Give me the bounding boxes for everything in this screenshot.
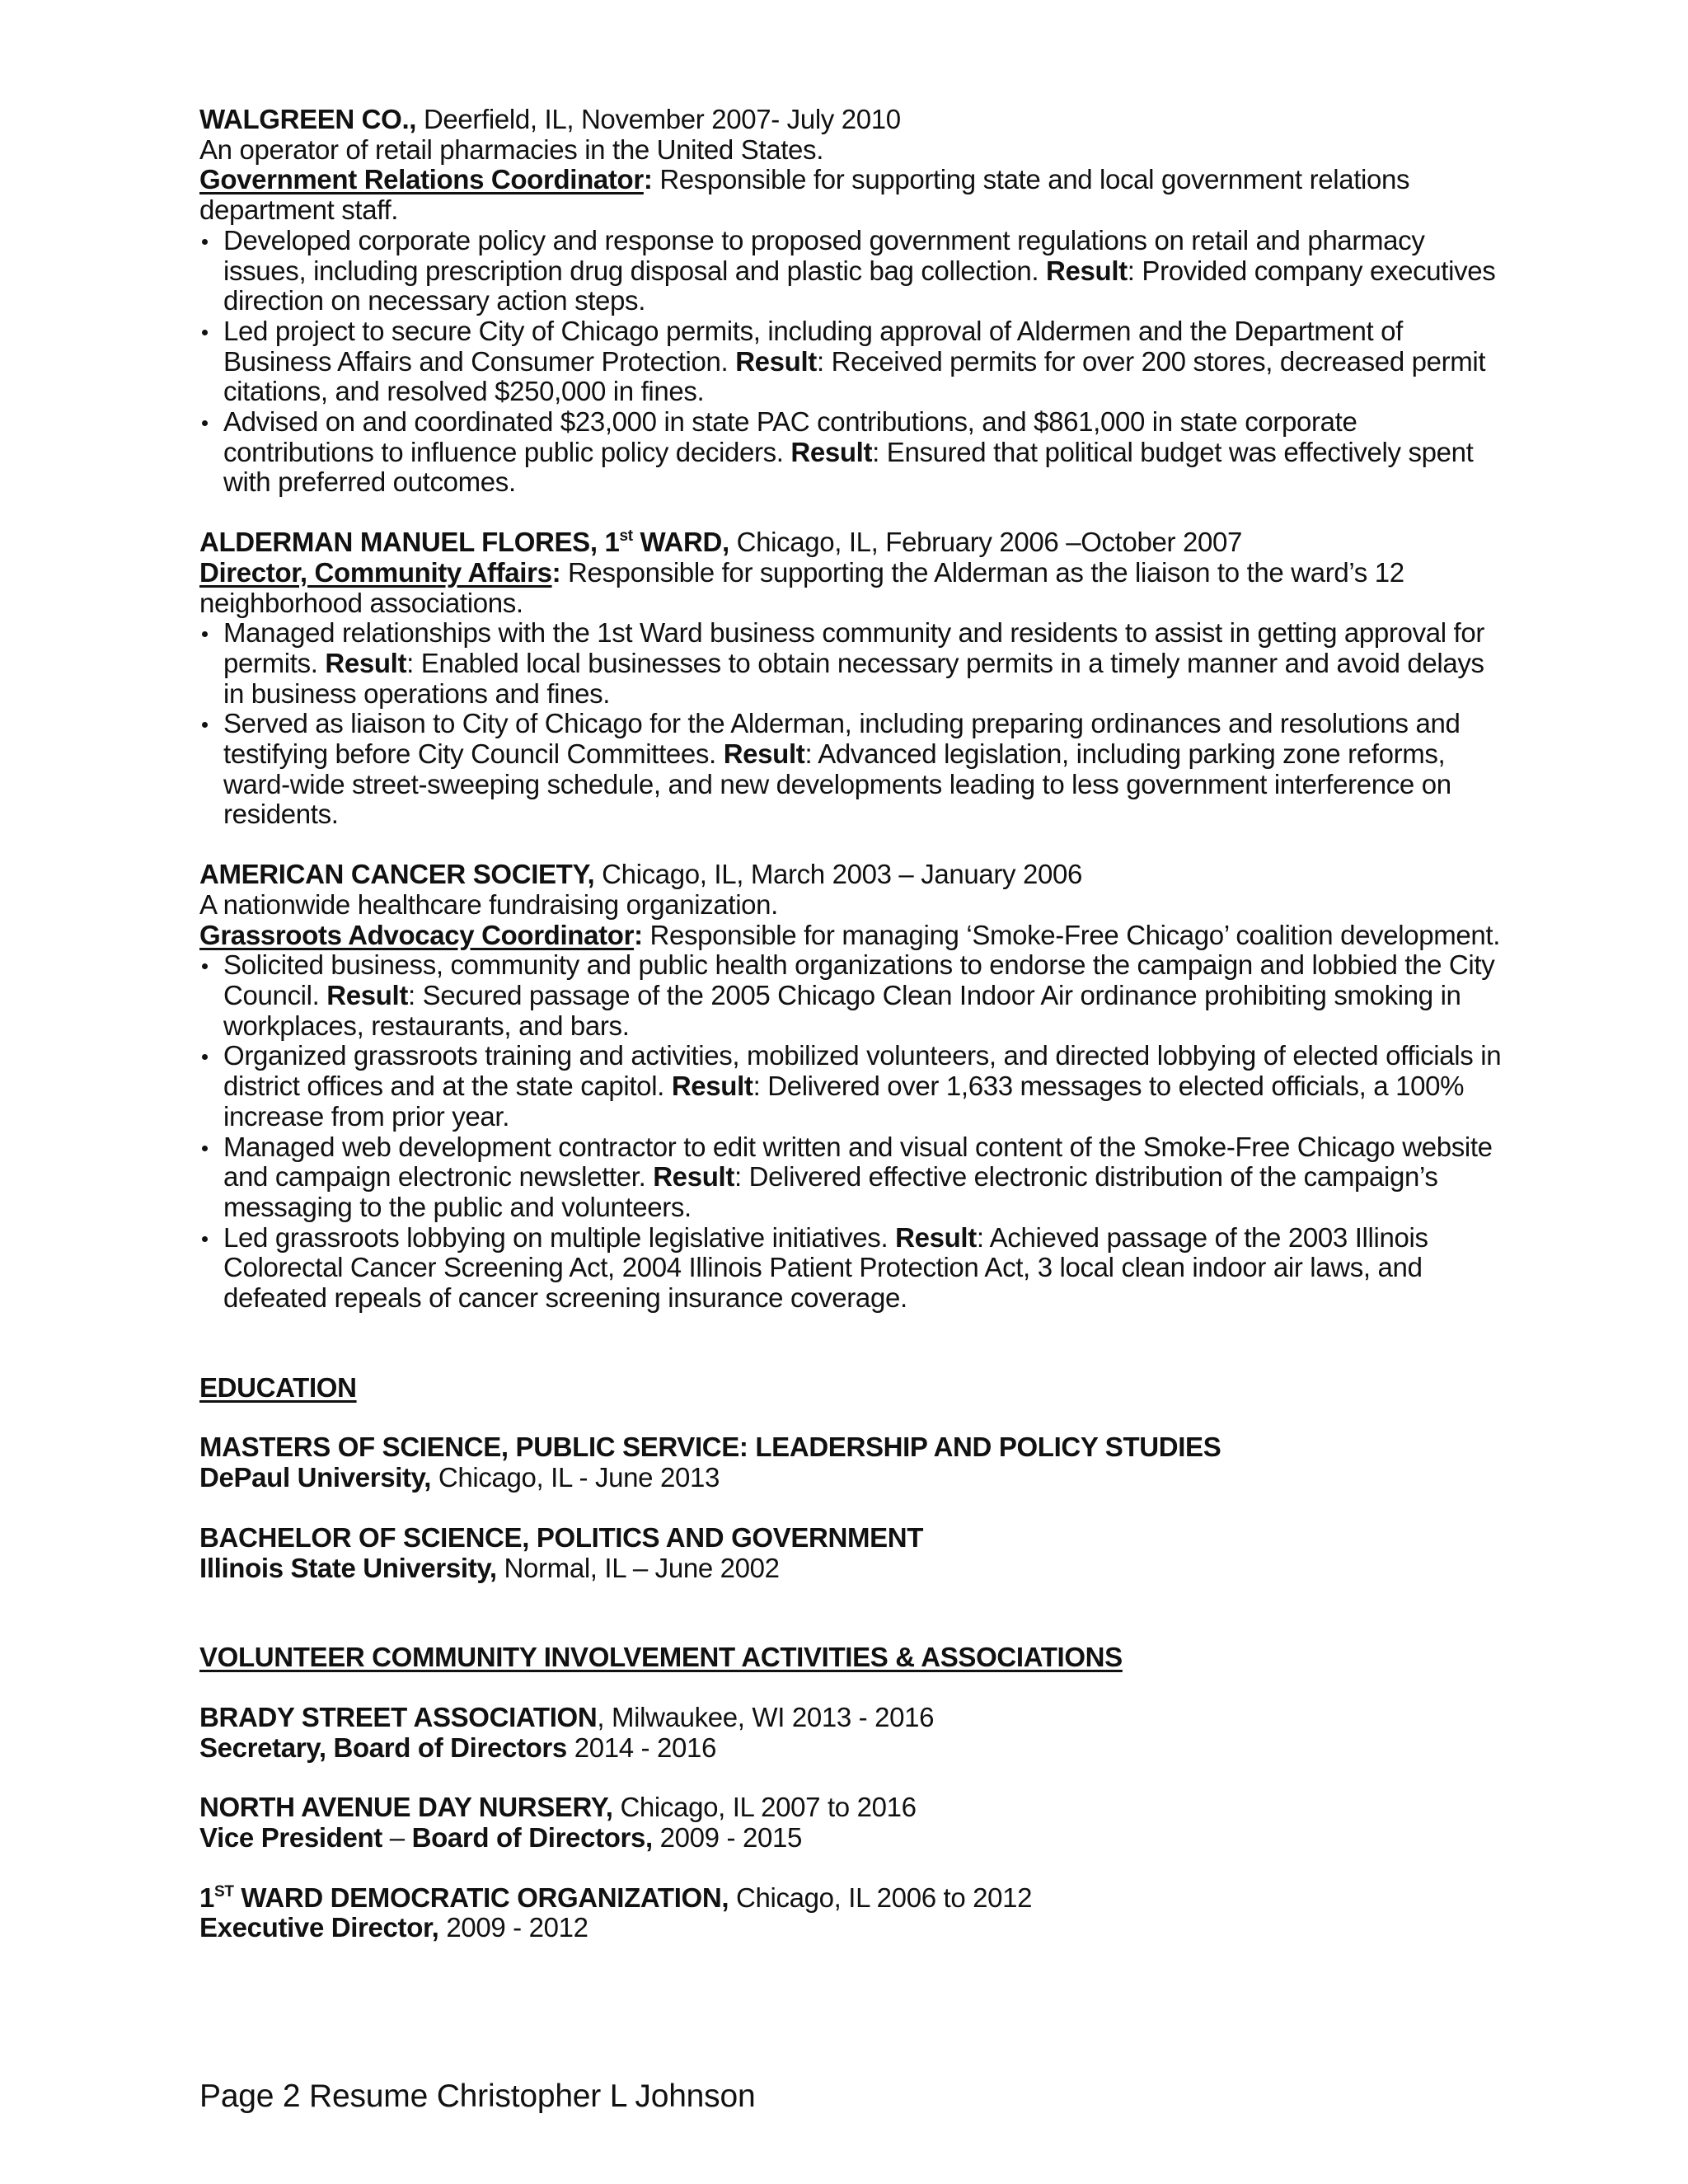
volunteer-org-details: Chicago, IL 2006 to 2012 [729, 1882, 1033, 1913]
bullet-item [199, 618, 1502, 709]
result-text: : Achieved passage of the 2003 Illinois Colorectal Cancer Screening Act, 2004 Illinois Patient Protection Act, 3 local clean indoor air laws, and defeated repeals of cancer screening insurance coverage. [223, 1221, 1428, 1314]
job-title: Grassroots Advocacy Coordinator [199, 919, 635, 950]
bullet-text: Served as liaison to City of Chicago for the Alderman, including preparing ordinances and resolutions and testifying before City Council Committees. [223, 708, 1461, 770]
school-details: Normal, IL – June 2002 [496, 1552, 780, 1583]
volunteer-role: Vice President [199, 1822, 382, 1854]
school-name: DePaul University, [199, 1462, 432, 1493]
degree-school-line [199, 1463, 1502, 1493]
bullet-item [199, 1041, 1502, 1132]
result-label: Result [325, 647, 407, 678]
job-summary: Responsible for supporting state and local government relations department staff. [199, 164, 1410, 226]
bullet-item [199, 226, 1502, 316]
section-heading [199, 1373, 1502, 1404]
job-location-dates: Chicago, IL, February 2006 –October 2007 [729, 527, 1242, 558]
resume-content [199, 105, 1502, 1943]
ordinal-suffix: st [619, 527, 633, 546]
spacer [199, 1673, 1502, 1703]
role-separator: – [382, 1822, 412, 1854]
job-bullets [199, 618, 1502, 830]
job-bullets [199, 950, 1502, 1313]
result-text: : Received permits for over 200 stores, decreased permit citations, and resolved $250,000 in fines. [223, 345, 1486, 407]
bullet-text: Developed corporate policy and response to proposed government regulations on retail and pharmacy issues, including prescription drug disposal and plastic bag collection. [223, 224, 1425, 286]
volunteer-org-part: 1 [199, 1882, 215, 1913]
job-summary: Responsible for managing ‘Smoke-Free Chicago’ coalition development. [642, 919, 1501, 950]
volunteer-role-line [199, 1823, 1502, 1854]
employer-name: AMERICAN CANCER SOCIETY, [199, 859, 595, 890]
volunteer-heading: VOLUNTEER COMMUNITY INVOLVEMENT ACTIVITIES & ASSOCIATIONS [199, 1642, 1123, 1673]
volunteer-org-line [199, 1703, 1502, 1733]
result-text: : Advanced legislation, including parking zone reforms, ward-wide street-sweeping schedule, and new developments leading to less government interference on residents. [223, 738, 1451, 830]
education-section [199, 1373, 1502, 1584]
bullet-text: Managed web development contractor to edit written and visual content of the Smoke-Free Chicago website and campaign electronic newsletter. [223, 1131, 1493, 1193]
result-text: : Ensured that political budget was effectively spent with preferred outcomes. [223, 436, 1474, 498]
school-name: Illinois State University, [199, 1552, 497, 1583]
volunteer-role: Secretary, Board of Directors [199, 1732, 567, 1763]
spacer [199, 1403, 1502, 1432]
volunteer-role-dates: 2014 - 2016 [566, 1732, 717, 1763]
result-label: Result [723, 738, 805, 770]
volunteer-section [199, 1643, 1502, 1943]
volunteer-role-dates: 2009 - 2015 [652, 1822, 802, 1854]
employer-name-part: ALDERMAN MANUEL FLORES, 1 [199, 527, 620, 558]
job-title-line [199, 921, 1502, 951]
job-header [199, 860, 1502, 890]
volunteer-role-line [199, 1733, 1502, 1764]
education-heading: EDUCATION [199, 1371, 357, 1403]
job-title-line [199, 558, 1502, 618]
spacer [199, 1854, 1502, 1883]
job-title: Government Relations Coordinator [199, 164, 644, 195]
bullet-text: Managed relationships with the 1st Ward business community and residents to assist in getting approval for permits. [223, 617, 1484, 678]
ordinal-suffix: ST [214, 1882, 234, 1900]
title-colon: : [643, 164, 653, 195]
degree-title [199, 1432, 1502, 1463]
volunteer-org-details: , Milwaukee, WI 2013 - 2016 [597, 1701, 935, 1732]
section-heading [199, 1643, 1502, 1673]
result-label: Result [1046, 255, 1128, 286]
degree-name: BACHELOR OF SCIENCE, POLITICS AND GOVERNMENT [199, 1521, 924, 1553]
volunteer-org-line [199, 1793, 1502, 1823]
employer-name-part: WARD, [632, 527, 729, 558]
degree-title [199, 1523, 1502, 1554]
job-walgreen [199, 105, 1502, 498]
result-label: Result [895, 1221, 977, 1253]
bullet-item [199, 950, 1502, 1041]
employer-description: An operator of retail pharmacies in the United States. [199, 134, 824, 165]
result-label: Result [653, 1161, 734, 1193]
school-details: Chicago, IL - June 2013 [431, 1462, 720, 1493]
result-label: Result [735, 345, 817, 377]
bullet-text: Led project to secure City of Chicago permits, including approval of Aldermen and the Department of Business Affairs and Consumer Protection. [223, 315, 1403, 377]
job-title-line [199, 165, 1502, 225]
result-text: : Delivered effective electronic distribution of the campaign’s messaging to the public and volunteers. [223, 1161, 1438, 1222]
job-american-cancer-society [199, 860, 1502, 1314]
result-text: : Provided company executives direction on necessary action steps. [223, 255, 1496, 316]
volunteer-org: NORTH AVENUE DAY NURSERY, [199, 1792, 613, 1823]
bullet-text: Solicited business, community and public health organizations to endorse the campaign and lobbied the City Council. [223, 949, 1495, 1010]
volunteer-org [199, 1882, 729, 1913]
bullet-item [199, 316, 1502, 407]
spacer [199, 498, 1502, 527]
spacer [199, 1493, 1502, 1523]
result-label: Result [790, 436, 873, 467]
job-header [199, 105, 1502, 135]
spacer [199, 830, 1502, 860]
job-title: Director, Community Affairs [199, 556, 552, 588]
spacer [199, 1583, 1502, 1643]
job-alderman [199, 527, 1502, 830]
job-location-dates: Chicago, IL, March 2003 – January 2006 [594, 859, 1083, 890]
bullet-item [199, 1132, 1502, 1223]
volunteer-org: BRADY STREET ASSOCIATION [199, 1701, 598, 1732]
page-footer: Page 2 Resume Christopher L Johnson [199, 2079, 756, 2114]
job-header [199, 527, 1502, 558]
result-text: : Secured passage of the 2005 Chicago Clean Indoor Air ordinance prohibiting smoking in workplaces, restaurants, and bars. [223, 979, 1461, 1041]
bullet-text: Led grassroots lobbying on multiple legislative initiatives. [223, 1221, 896, 1253]
result-text: : Delivered over 1,633 messages to elected officials, a 100% increase from prior year. [223, 1071, 1465, 1132]
degree-school-line [199, 1554, 1502, 1584]
volunteer-role-line [199, 1913, 1502, 1943]
volunteer-org-part: WARD DEMOCRATIC ORGANIZATION, [233, 1882, 729, 1913]
result-text: : Enabled local businesses to obtain necessary permits in a timely manner and avoid delays in business operations and fines. [223, 647, 1484, 709]
volunteer-role: Board of Directors, [411, 1822, 653, 1854]
job-bullets [199, 226, 1502, 498]
employer-name [199, 527, 729, 557]
result-label: Result [671, 1071, 753, 1102]
job-summary: Responsible for supporting the Alderman as the liaison to the ward’s 12 neighborhood associations. [199, 556, 1404, 618]
bullet-item [199, 1223, 1502, 1314]
bullet-text: Advised on and coordinated $23,000 in state PAC contributions, and $861,000 in state corporate contributions to influence public policy deciders. [223, 406, 1357, 467]
degree-name: MASTERS OF SCIENCE, PUBLIC SERVICE: LEADERSHIP AND POLICY STUDIES [199, 1432, 1221, 1463]
employer-name: WALGREEN CO., [199, 104, 417, 134]
job-location-dates: Deerfield, IL, November 2007- July 2010 [416, 104, 901, 134]
title-colon: : [551, 556, 561, 588]
title-colon: : [634, 919, 643, 950]
volunteer-org-details: Chicago, IL 2007 to 2016 [612, 1792, 917, 1823]
employer-description: A nationwide healthcare fundraising organization. [199, 888, 779, 920]
volunteer-org-line [199, 1883, 1502, 1914]
volunteer-role: Executive Director, [199, 1912, 439, 1943]
bullet-text: Organized grassroots training and activities, mobilized volunteers, and directed lobbying of elected officials in district offices and at the state capitol. [223, 1040, 1502, 1102]
volunteer-role-dates: 2009 - 2012 [438, 1912, 588, 1943]
spacer [199, 1314, 1502, 1373]
result-label: Result [326, 979, 409, 1010]
spacer [199, 1763, 1502, 1793]
bullet-item [199, 709, 1502, 830]
bullet-item [199, 407, 1502, 498]
